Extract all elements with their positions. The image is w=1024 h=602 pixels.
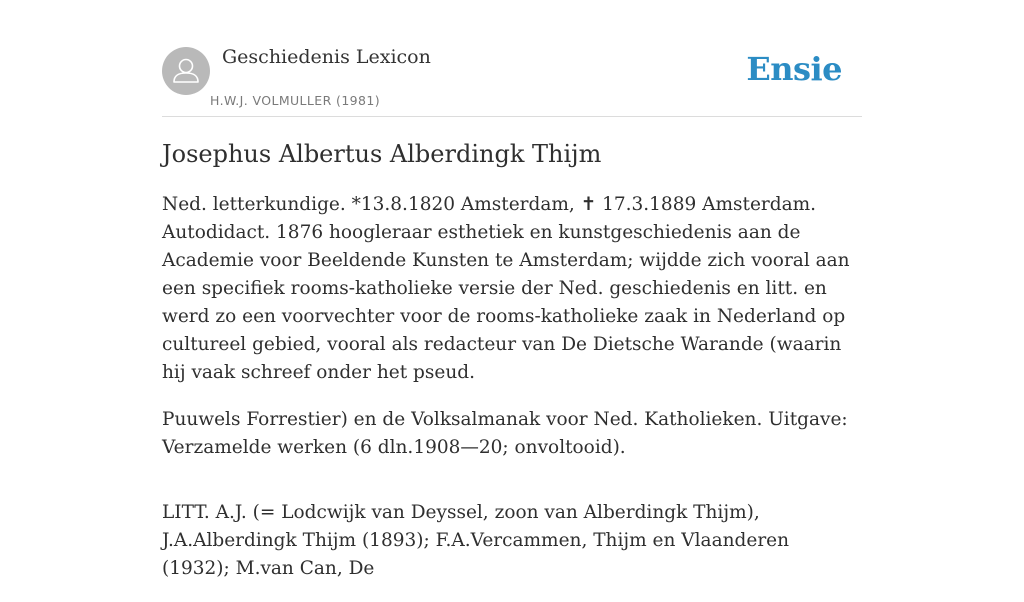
article-title: Josephus Albertus Alberdingk Thijm: [162, 140, 602, 168]
site-header: [162, 0, 862, 117]
author-byline[interactable]: H.W.J. VOLMULLER (1981): [210, 93, 381, 108]
page-container: [162, 0, 862, 579]
literature-paragraph: LITT. A.J. (= Lodcwijk van Deyssel, zoon van Alberdingk Thijm), J.A.Alberdingk Thijm (1893); F.A.Vercammen, Thijm en Vlaanderen (1932); M.van Can, De: [162, 502, 790, 579]
user-icon: [162, 47, 210, 95]
article-paragraph: Ned. letterkundige. *13.8.1820 Amsterdam, ✝ 17.3.1889 Amsterdam. Autodidact. 1876 hoogleraar esthetiek en kunstgeschiedenis aan de Academie voor Beeldende Kunsten te Amsterdam; wijdde zich vooral aan een specifiek rooms-katholieke versie der Ned. geschiedenis en litt. en werd zo een voorvechter voor de rooms-katholieke zaak in Nederland op cultureel gebied, vooral als redacteur van De Dietsche Warande (waarin hij vaak schreef onder het pseud.: [162, 194, 850, 383]
brand-logo[interactable]: Ensie: [746, 50, 842, 88]
article-body: [162, 191, 862, 602]
avatar[interactable]: [162, 47, 210, 95]
lexicon-title-link[interactable]: Geschiedenis Lexicon: [222, 46, 431, 68]
article-paragraph: Puuwels Forrestier) en de Volksalmanak voor Ned. Katholieken. Uitgave: Verzamelde werken (6 dln.1908—20; onvoltooid).: [162, 409, 848, 458]
